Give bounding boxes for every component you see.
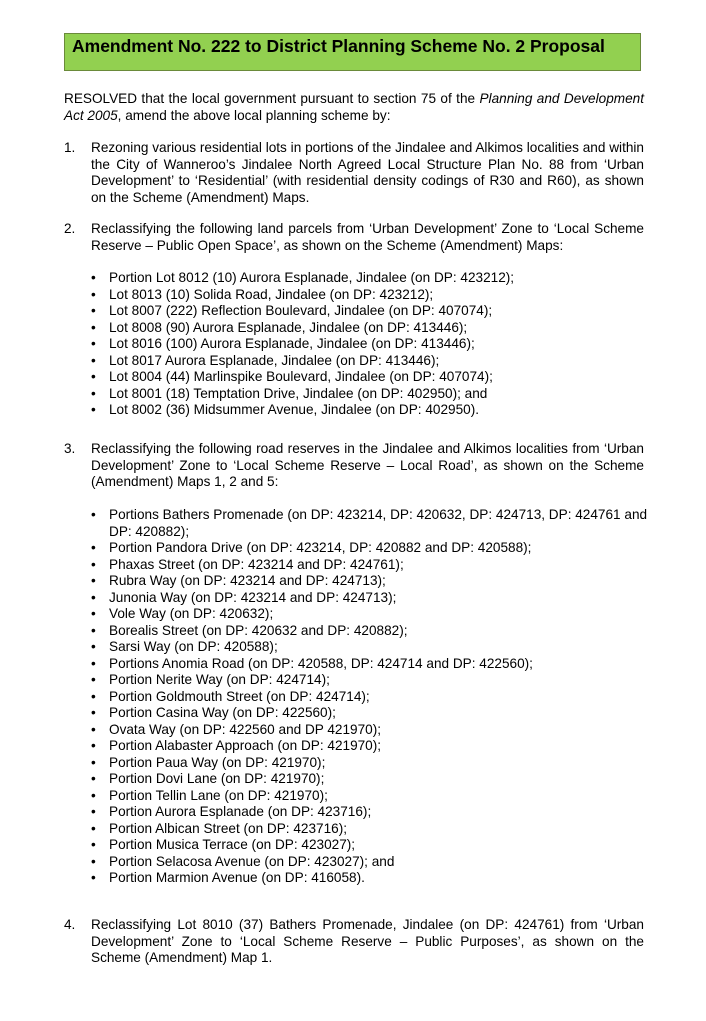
list-item: • Borealis Street (on DP: 420632 and DP: 420882); — [91, 623, 651, 640]
road-reserve-list — [91, 507, 651, 887]
list-item: • Portion Alabaster Approach (on DP: 421970); — [91, 738, 651, 755]
list-item: • Portion Pandora Drive (on DP: 423214, DP: 420882 and DP: 420588); — [91, 540, 651, 557]
list-item: • Portion Marmion Avenue (on DP: 416058). — [91, 870, 651, 887]
page-title: Amendment No. 222 to District Planning Scheme No. 2 Proposal — [72, 36, 605, 56]
list-item: • Vole Way (on DP: 420632); — [91, 606, 651, 623]
list-item: • Lot 8002 (36) Midsummer Avenue, Jindalee (on DP: 402950). — [91, 402, 651, 419]
list-item: • Portion Paua Way (on DP: 421970); — [91, 755, 651, 772]
item-number: 3. — [64, 441, 76, 456]
item-text: Reclassifying Lot 8010 (37) Bathers Promenade, Jindalee (on DP: 424761) from ‘Urban Development’ Zone to ‘Local Scheme Reserve – Public Purposes’, as shown on the Scheme (Amendment) Map 1. — [91, 917, 644, 965]
item-number: 2. — [64, 221, 76, 236]
list-item: • Portion Aurora Esplanade (on DP: 423716); — [91, 804, 651, 821]
list-item: • Lot 8001 (18) Temptation Drive, Jindalee (on DP: 402950); and — [91, 386, 651, 403]
list-item: • Portion Goldmouth Street (on DP: 424714); — [91, 689, 651, 706]
list-item: • Lot 8008 (90) Aurora Esplanade, Jindalee (on DP: 413446); — [91, 320, 651, 337]
item-number: 1. — [64, 140, 76, 155]
list-item: • Portion Albican Street (on DP: 423716); — [91, 821, 651, 838]
list-item: • Lot 8004 (44) Marlinspike Boulevard, Jindalee (on DP: 407074); — [91, 369, 651, 386]
resolution-intro — [64, 91, 644, 124]
list-item: • Portion Nerite Way (on DP: 424714); — [91, 672, 651, 689]
list-item: • Phaxas Street (on DP: 423214 and DP: 424761); — [91, 557, 651, 574]
list-item: • Lot 8007 (222) Reflection Boulevard, Jindalee (on DP: 407074); — [91, 303, 651, 320]
list-item: • Portion Lot 8012 (10) Aurora Esplanade, Jindalee (on DP: 423212); — [91, 270, 651, 287]
list-item: • Portions Anomia Road (on DP: 420588, DP: 424714 and DP: 422560); — [91, 656, 651, 673]
item-number: 4. — [64, 917, 76, 932]
list-item: • Portion Selacosa Avenue (on DP: 423027); and — [91, 854, 651, 871]
land-parcel-list — [91, 270, 651, 419]
list-item: • Rubra Way (on DP: 423214 and DP: 424713); — [91, 573, 651, 590]
list-item: • Portions Bathers Promenade (on DP: 423214, DP: 420632, DP: 424713, DP: 424761 and DP: 420882); — [91, 507, 651, 540]
list-item: • Ovata Way (on DP: 422560 and DP 421970); — [91, 722, 651, 739]
list-item: • Portion Casina Way (on DP: 422560); — [91, 705, 651, 722]
list-item: • Junonia Way (on DP: 423214 and DP: 424713); — [91, 590, 651, 607]
item-text: Reclassifying the following land parcels from ‘Urban Development’ Zone to ‘Local Scheme Reserve – Public Open Space’, as shown on the Scheme (Amendment) Maps: — [91, 221, 644, 253]
item-text: Reclassifying the following road reserves in the Jindalee and Alkimos localities from ‘Urban Development’ Zone to ‘Local Scheme Reserve – Local Road’, as shown on the Scheme (Amendment) Maps 1, 2 and 5: — [91, 441, 644, 489]
list-item: • Portion Dovi Lane (on DP: 421970); — [91, 771, 651, 788]
list-item: • Portion Musica Terrace (on DP: 423027); — [91, 837, 651, 854]
list-item: • Lot 8016 (100) Aurora Esplanade, Jindalee (on DP: 413446); — [91, 336, 651, 353]
list-item: • Lot 8013 (10) Solida Road, Jindalee (on DP: 423212); — [91, 287, 651, 304]
title-banner — [64, 33, 641, 71]
list-item: • Portion Tellin Lane (on DP: 421970); — [91, 788, 651, 805]
list-item: • Lot 8017 Aurora Esplanade, Jindalee (on DP: 413446); — [91, 353, 651, 370]
resolution-text-start: RESOLVED that the local government pursuant to section 75 of the — [64, 91, 480, 106]
item-text: Rezoning various residential lots in portions of the Jindalee and Alkimos localities and within the City of Wanneroo’s Jindalee North Agreed Local Structure Plan No. 88 from ‘Urban Development’ to ‘Residential’ (with residential density codings of R30 and R60), as shown on the Scheme (Amendment) Maps. — [91, 140, 644, 205]
resolution-text-end: , amend the above local planning scheme by: — [117, 107, 391, 123]
list-item: • Sarsi Way (on DP: 420588); — [91, 639, 651, 656]
act-name: Planning and Development Act 2005 — [64, 91, 644, 123]
